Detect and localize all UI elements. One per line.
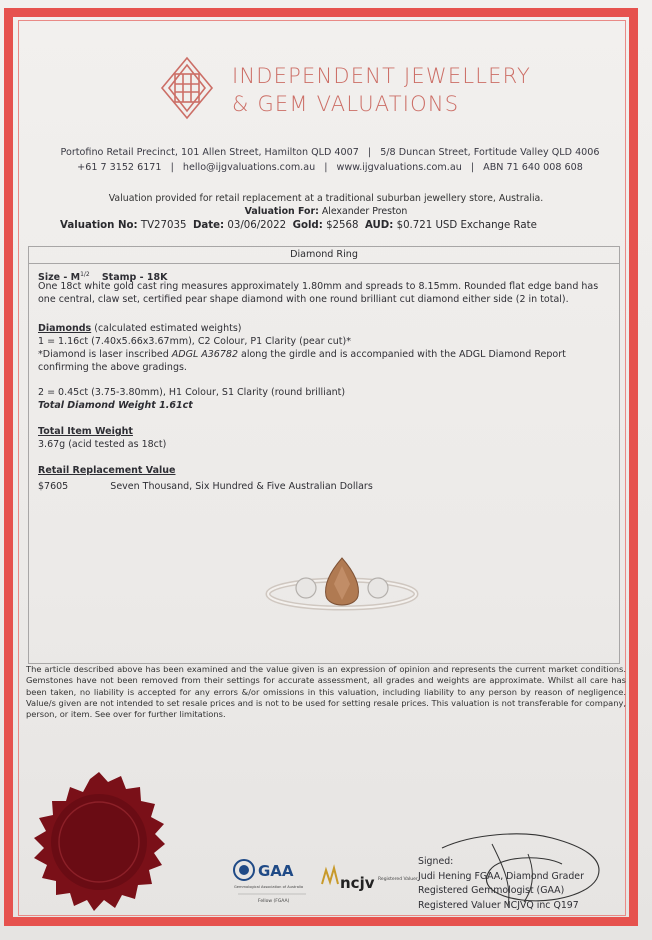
stamp: Stamp - 18K bbox=[101, 272, 168, 284]
gaa-logo-icon bbox=[232, 856, 312, 906]
company-name-line1: INDEPENDENT JEWELLERY bbox=[232, 64, 532, 88]
total-weight-heading: Total Item Weight bbox=[38, 426, 133, 437]
red-wax-seal-icon bbox=[20, 770, 178, 928]
website: www.ijgvaluations.com.au bbox=[336, 162, 462, 173]
valuation-details bbox=[60, 220, 620, 231]
valuation-no-label: Valuation No: bbox=[60, 220, 138, 231]
diamonds-heading: Diamonds bbox=[38, 323, 92, 334]
signer-line3: Registered Valuer NCJVQ inc Q197 bbox=[418, 899, 579, 911]
valuation-note: Valuation provided for retail replacement at a traditional suburban jewellery store, Australia. bbox=[108, 193, 544, 204]
contact-line: +61 7 3152 6171 | hello@ijgvaluations.com.au | www.ijgvaluations.com.au | ABN 71 640 008 608 bbox=[77, 162, 583, 173]
diamond-1: 1 = 1.16ct (7.40x5.66x3.67mm), C2 Colour, P1 Clarity (pear cut)* bbox=[38, 336, 351, 347]
gaa-text: GAA bbox=[258, 862, 294, 880]
valuation-for bbox=[20, 206, 632, 217]
company-logo-icon bbox=[160, 56, 214, 120]
diamonds-heading-line bbox=[38, 323, 612, 336]
inscription bbox=[38, 349, 612, 374]
handwritten-signature-icon bbox=[432, 824, 610, 910]
inscription-code: ADGL A36782 bbox=[171, 349, 238, 360]
rrv-heading: Retail Replacement Value bbox=[38, 465, 176, 476]
address-line bbox=[40, 147, 620, 158]
abn: ABN 71 640 008 608 bbox=[483, 162, 583, 173]
item-description: One 18ct white gold cast ring measures approximately 1.80mm and spreads to 8.15mm. Rounded flat edge band has one central, claw set, certified pear shape diamond with one round brilliant cut diamond either side (2 in total). bbox=[38, 281, 599, 305]
valuation-for-value: Alexander Preston bbox=[321, 206, 408, 217]
rrv-line bbox=[38, 481, 612, 494]
address-fortitude-valley: 5/8 Duncan Street, Fortitude Valley QLD 4006 bbox=[380, 147, 600, 158]
aud-label: AUD: bbox=[364, 220, 394, 231]
date-label: Date: bbox=[192, 220, 225, 231]
rrv-amount: $7605 bbox=[38, 481, 69, 492]
gaa-subtitle: Gemmological Association of Australia bbox=[234, 885, 304, 889]
signer-line2: Registered Gemmologist (GAA) bbox=[418, 885, 565, 896]
rrv-words: Seven Thousand, Six Hundred & Five Australian Dollars bbox=[110, 481, 373, 492]
inscription-text-a: *Diamond is laser inscribed bbox=[38, 349, 169, 360]
signed-label: Signed: bbox=[418, 856, 454, 867]
valuation-for-label: Valuation For: bbox=[244, 206, 319, 217]
total-diamond-weight: Total Diamond Weight 1.61ct bbox=[38, 400, 193, 411]
ncjv-logo-icon bbox=[318, 862, 418, 898]
diamonds-note: (calculated estimated weights) bbox=[94, 323, 242, 334]
valuation-no: TV27035 bbox=[140, 220, 187, 231]
address-hamilton: Portofino Retail Precinct, 101 Allen Street, Hamilton QLD 4007 bbox=[60, 147, 359, 158]
phone: +61 7 3152 6171 bbox=[77, 162, 162, 173]
total-weight-value: 3.67g (acid tested as 18ct) bbox=[38, 439, 167, 450]
date-value: 03/06/2022 bbox=[227, 220, 287, 231]
size-fraction: 1/2 bbox=[80, 271, 90, 278]
separator: | bbox=[367, 147, 372, 158]
aud-value: $0.721 USD Exchange Rate bbox=[396, 220, 537, 231]
gold-label: Gold: bbox=[292, 220, 323, 231]
item-title: Diamond Ring bbox=[29, 247, 619, 264]
gaa-fellow: Fellow (FGAA) bbox=[258, 899, 290, 904]
inscription-text-b: along the girdle and is accompanied with the ADGL Diamond Report confirming the above gradings. bbox=[38, 349, 566, 373]
ring-photo bbox=[262, 552, 422, 622]
email: hello@ijgvaluations.com.au bbox=[182, 162, 316, 173]
company-name-line2: & GEM VALUATIONS bbox=[232, 92, 460, 116]
size-label: Size - M bbox=[38, 272, 81, 284]
disclaimer: The article described above has been examined and the value given is an expression of opinion and represents the current market conditions. Gemstones have not been removed from their settings for accurate assessment, all grades and weights are approximate. Whilst all care has been taken, no liability is accepted for any errors &/or omissions in this valuation, including liability to any person by reason of negligence. Value/s given are not intended to set resale prices and is not to be used for setting resale prices. This valuation is not transferable for company, person, or item. See over for further limitations. bbox=[26, 664, 626, 720]
gold-value: $2568 bbox=[326, 220, 359, 231]
ncjv-subtitle: Registered Valuer bbox=[378, 877, 418, 882]
company-name bbox=[232, 62, 531, 118]
signer-name: Judi Hening FGAA, Diamond Grader bbox=[418, 870, 584, 882]
diamond-2: 2 = 0.45ct (3.75-3.80mm), H1 Colour, S1 Clarity (round brilliant) bbox=[38, 387, 346, 398]
ncjv-text: ncjv bbox=[340, 874, 375, 892]
